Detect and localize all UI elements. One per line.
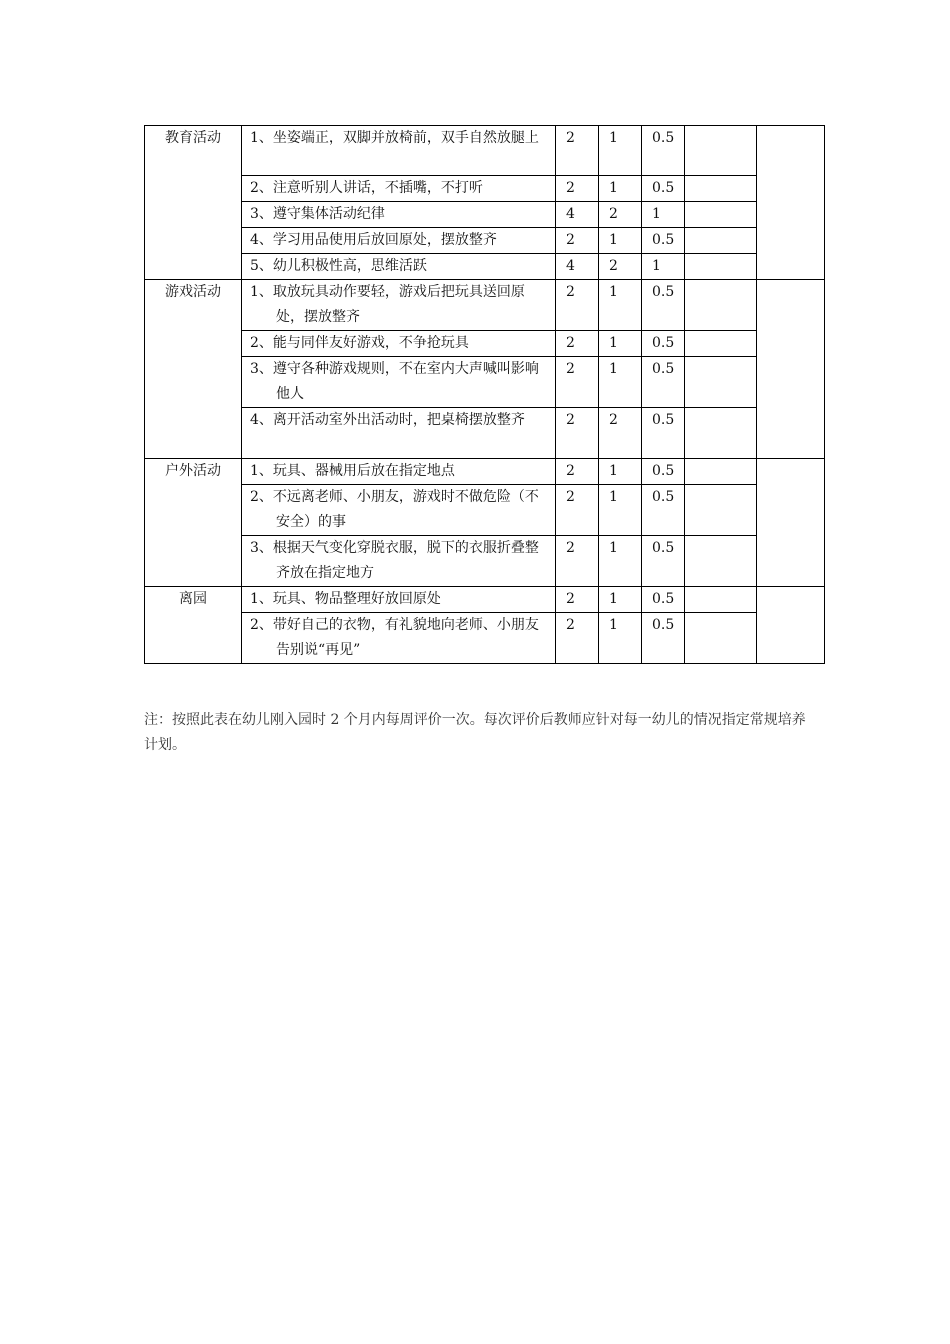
score-cell: 4	[556, 254, 599, 280]
item-cell	[242, 126, 556, 176]
score-cell: 0.5	[642, 613, 685, 664]
empty-cell	[685, 485, 757, 536]
empty-cell	[685, 254, 757, 280]
table-row	[145, 280, 825, 331]
score-cell: 1	[642, 202, 685, 228]
table-body	[145, 126, 825, 664]
item-text: 1、玩具、物品整理好放回原处	[250, 591, 441, 607]
category-cell: 游戏活动	[145, 280, 242, 459]
item-cell	[242, 331, 556, 357]
category-cell: 教育活动	[145, 126, 242, 280]
empty-cell	[685, 613, 757, 664]
table-row	[145, 613, 825, 664]
score-cell: 0.5	[642, 228, 685, 254]
item-cell	[242, 357, 556, 408]
table-row	[145, 587, 825, 613]
item-text: 4、离开活动室外出活动时，把桌椅摆放整齐	[250, 412, 525, 428]
score-cell: 0.5	[642, 357, 685, 408]
table-row	[145, 176, 825, 202]
empty-cell	[757, 126, 825, 280]
table-row	[145, 357, 825, 408]
score-cell: 1	[642, 254, 685, 280]
empty-cell	[685, 331, 757, 357]
score-cell: 2	[556, 613, 599, 664]
score-cell: 1	[599, 613, 642, 664]
item-text: 3、遵守集体活动纪律	[250, 206, 385, 222]
table-row	[145, 536, 825, 587]
score-cell: 0.5	[642, 126, 685, 176]
footnote: 注：按照此表在幼儿刚入园时 2 个月内每周评价一次。每次评价后教师应针对每一幼儿的情况指定常规培养计划。	[144, 712, 806, 753]
item-cell	[242, 485, 556, 536]
item-text: 3、遵守各种游戏规则，不在室内大声喊叫影响他人	[250, 361, 539, 402]
item-cell	[242, 587, 556, 613]
empty-cell	[685, 228, 757, 254]
table-row	[145, 126, 825, 176]
empty-cell	[685, 408, 757, 459]
score-cell: 0.5	[642, 331, 685, 357]
table-row	[145, 254, 825, 280]
item-text: 2、能与同伴友好游戏，不争抢玩具	[250, 335, 469, 351]
item-text: 3、根据天气变化穿脱衣服，脱下的衣服折叠整齐放在指定地方	[250, 540, 539, 581]
score-cell: 1	[599, 126, 642, 176]
item-text: 1、玩具、器械用后放在指定地点	[250, 463, 455, 479]
score-cell: 2	[556, 536, 599, 587]
score-cell: 1	[599, 176, 642, 202]
item-cell	[242, 202, 556, 228]
item-text: 4、学习用品使用后放回原处，摆放整齐	[250, 232, 497, 248]
score-cell: 0.5	[642, 408, 685, 459]
item-text: 1、坐姿端正，双脚并放椅前，双手自然放腿上	[250, 130, 539, 146]
score-cell: 1	[599, 228, 642, 254]
score-cell: 2	[556, 587, 599, 613]
table-row	[145, 459, 825, 485]
score-cell: 2	[556, 357, 599, 408]
score-cell: 4	[556, 202, 599, 228]
table-row	[145, 202, 825, 228]
empty-cell	[685, 587, 757, 613]
score-cell: 2	[556, 485, 599, 536]
score-cell: 2	[599, 202, 642, 228]
item-cell	[242, 254, 556, 280]
score-cell: 0.5	[642, 587, 685, 613]
item-cell	[242, 536, 556, 587]
empty-cell	[685, 126, 757, 176]
empty-cell	[685, 176, 757, 202]
item-text: 2、不远离老师、小朋友，游戏时不做危险（不安全）的事	[250, 489, 539, 530]
score-cell: 0.5	[642, 280, 685, 331]
evaluation-table	[144, 125, 825, 664]
item-text: 1、取放玩具动作要轻，游戏后把玩具送回原处，摆放整齐	[250, 284, 525, 325]
empty-cell	[757, 280, 825, 459]
item-cell	[242, 408, 556, 459]
score-cell: 0.5	[642, 536, 685, 587]
score-cell: 0.5	[642, 176, 685, 202]
empty-cell	[685, 202, 757, 228]
item-text: 2、带好自己的衣物，有礼貌地向老师、小朋友告别说“再见”	[250, 617, 539, 658]
item-text: 2、注意听别人讲话，不插嘴，不打听	[250, 180, 483, 196]
item-text: 5、幼儿积极性高，思维活跃	[250, 258, 427, 274]
empty-cell	[685, 459, 757, 485]
empty-cell	[757, 587, 825, 664]
score-cell: 1	[599, 280, 642, 331]
score-cell: 1	[599, 357, 642, 408]
item-cell	[242, 176, 556, 202]
score-cell: 1	[599, 485, 642, 536]
empty-cell	[685, 536, 757, 587]
score-cell: 2	[556, 176, 599, 202]
score-cell: 2	[556, 331, 599, 357]
category-cell: 离园	[145, 587, 242, 664]
score-cell: 2	[556, 280, 599, 331]
category-cell: 户外活动	[145, 459, 242, 587]
empty-cell	[685, 280, 757, 331]
score-cell: 0.5	[642, 485, 685, 536]
score-cell: 2	[556, 408, 599, 459]
score-cell: 1	[599, 536, 642, 587]
item-cell	[242, 280, 556, 331]
score-cell: 2	[556, 126, 599, 176]
table-row	[145, 228, 825, 254]
score-cell: 2	[556, 228, 599, 254]
score-cell: 2	[599, 254, 642, 280]
empty-cell	[685, 357, 757, 408]
empty-cell	[757, 459, 825, 587]
score-cell: 0.5	[642, 459, 685, 485]
score-cell: 2	[556, 459, 599, 485]
score-cell: 1	[599, 459, 642, 485]
score-cell: 1	[599, 587, 642, 613]
item-cell	[242, 613, 556, 664]
score-cell: 1	[599, 331, 642, 357]
table-row	[145, 408, 825, 459]
table-row	[145, 331, 825, 357]
table-row	[145, 485, 825, 536]
item-cell	[242, 228, 556, 254]
item-cell	[242, 459, 556, 485]
score-cell: 2	[599, 408, 642, 459]
